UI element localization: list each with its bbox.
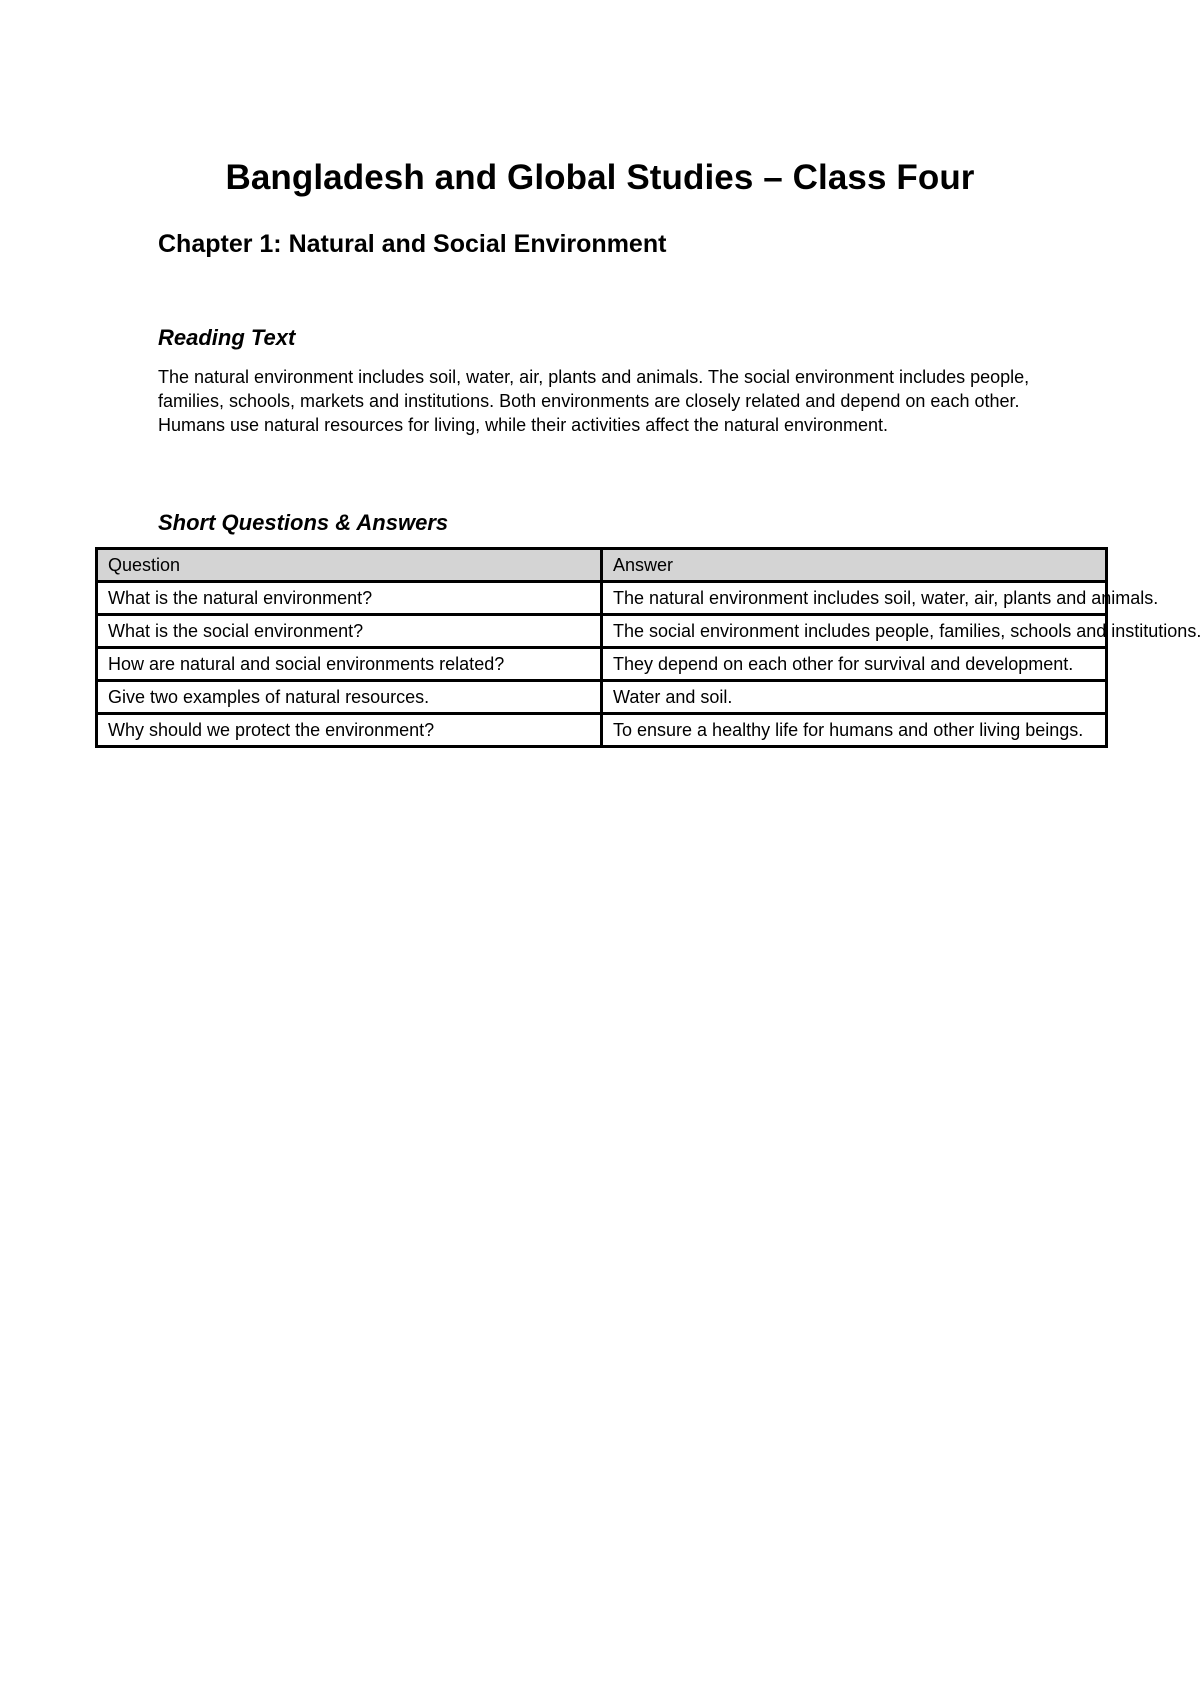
answer-cell: The social environment includes people, families, schools and institutions. [602, 615, 1107, 648]
answer-cell: To ensure a healthy life for humans and other living beings. [602, 714, 1107, 747]
qa-table-header-row [97, 549, 1107, 582]
reading-text-heading: Reading Text [158, 325, 296, 350]
table-row [97, 615, 1107, 648]
question-cell: Why should we protect the environment? [97, 714, 602, 747]
question-cell: How are natural and social environments related? [97, 648, 602, 681]
table-row [97, 681, 1107, 714]
table-row [97, 648, 1107, 681]
table-row [97, 714, 1107, 747]
question-cell: What is the social environment? [97, 615, 602, 648]
qa-section-heading: Short Questions & Answers [158, 510, 449, 535]
answer-cell: They depend on each other for survival and development. [602, 648, 1107, 681]
question-cell: Give two examples of natural resources. [97, 681, 602, 714]
reading-text-paragraph: The natural environment includes soil, water, air, plants and animals. The social environment includes people, families, schools, markets and institutions. Both environments are closely related and depend on each other. Humans use natural resources for living, while their activities affect the natural environment. [158, 367, 1030, 435]
table-row [97, 582, 1107, 615]
answer-cell: Water and soil. [602, 681, 1107, 714]
document-title: Bangladesh and Global Studies – Class Four [225, 158, 975, 197]
answer-cell: The natural environment includes soil, water, air, plants and animals. [602, 582, 1107, 615]
question-column-header: Question [97, 549, 602, 582]
answer-column-header: Answer [602, 549, 1107, 582]
qa-table [95, 547, 1201, 748]
question-cell: What is the natural environment? [97, 582, 602, 615]
chapter-title: Chapter 1: Natural and Social Environment [158, 230, 667, 258]
